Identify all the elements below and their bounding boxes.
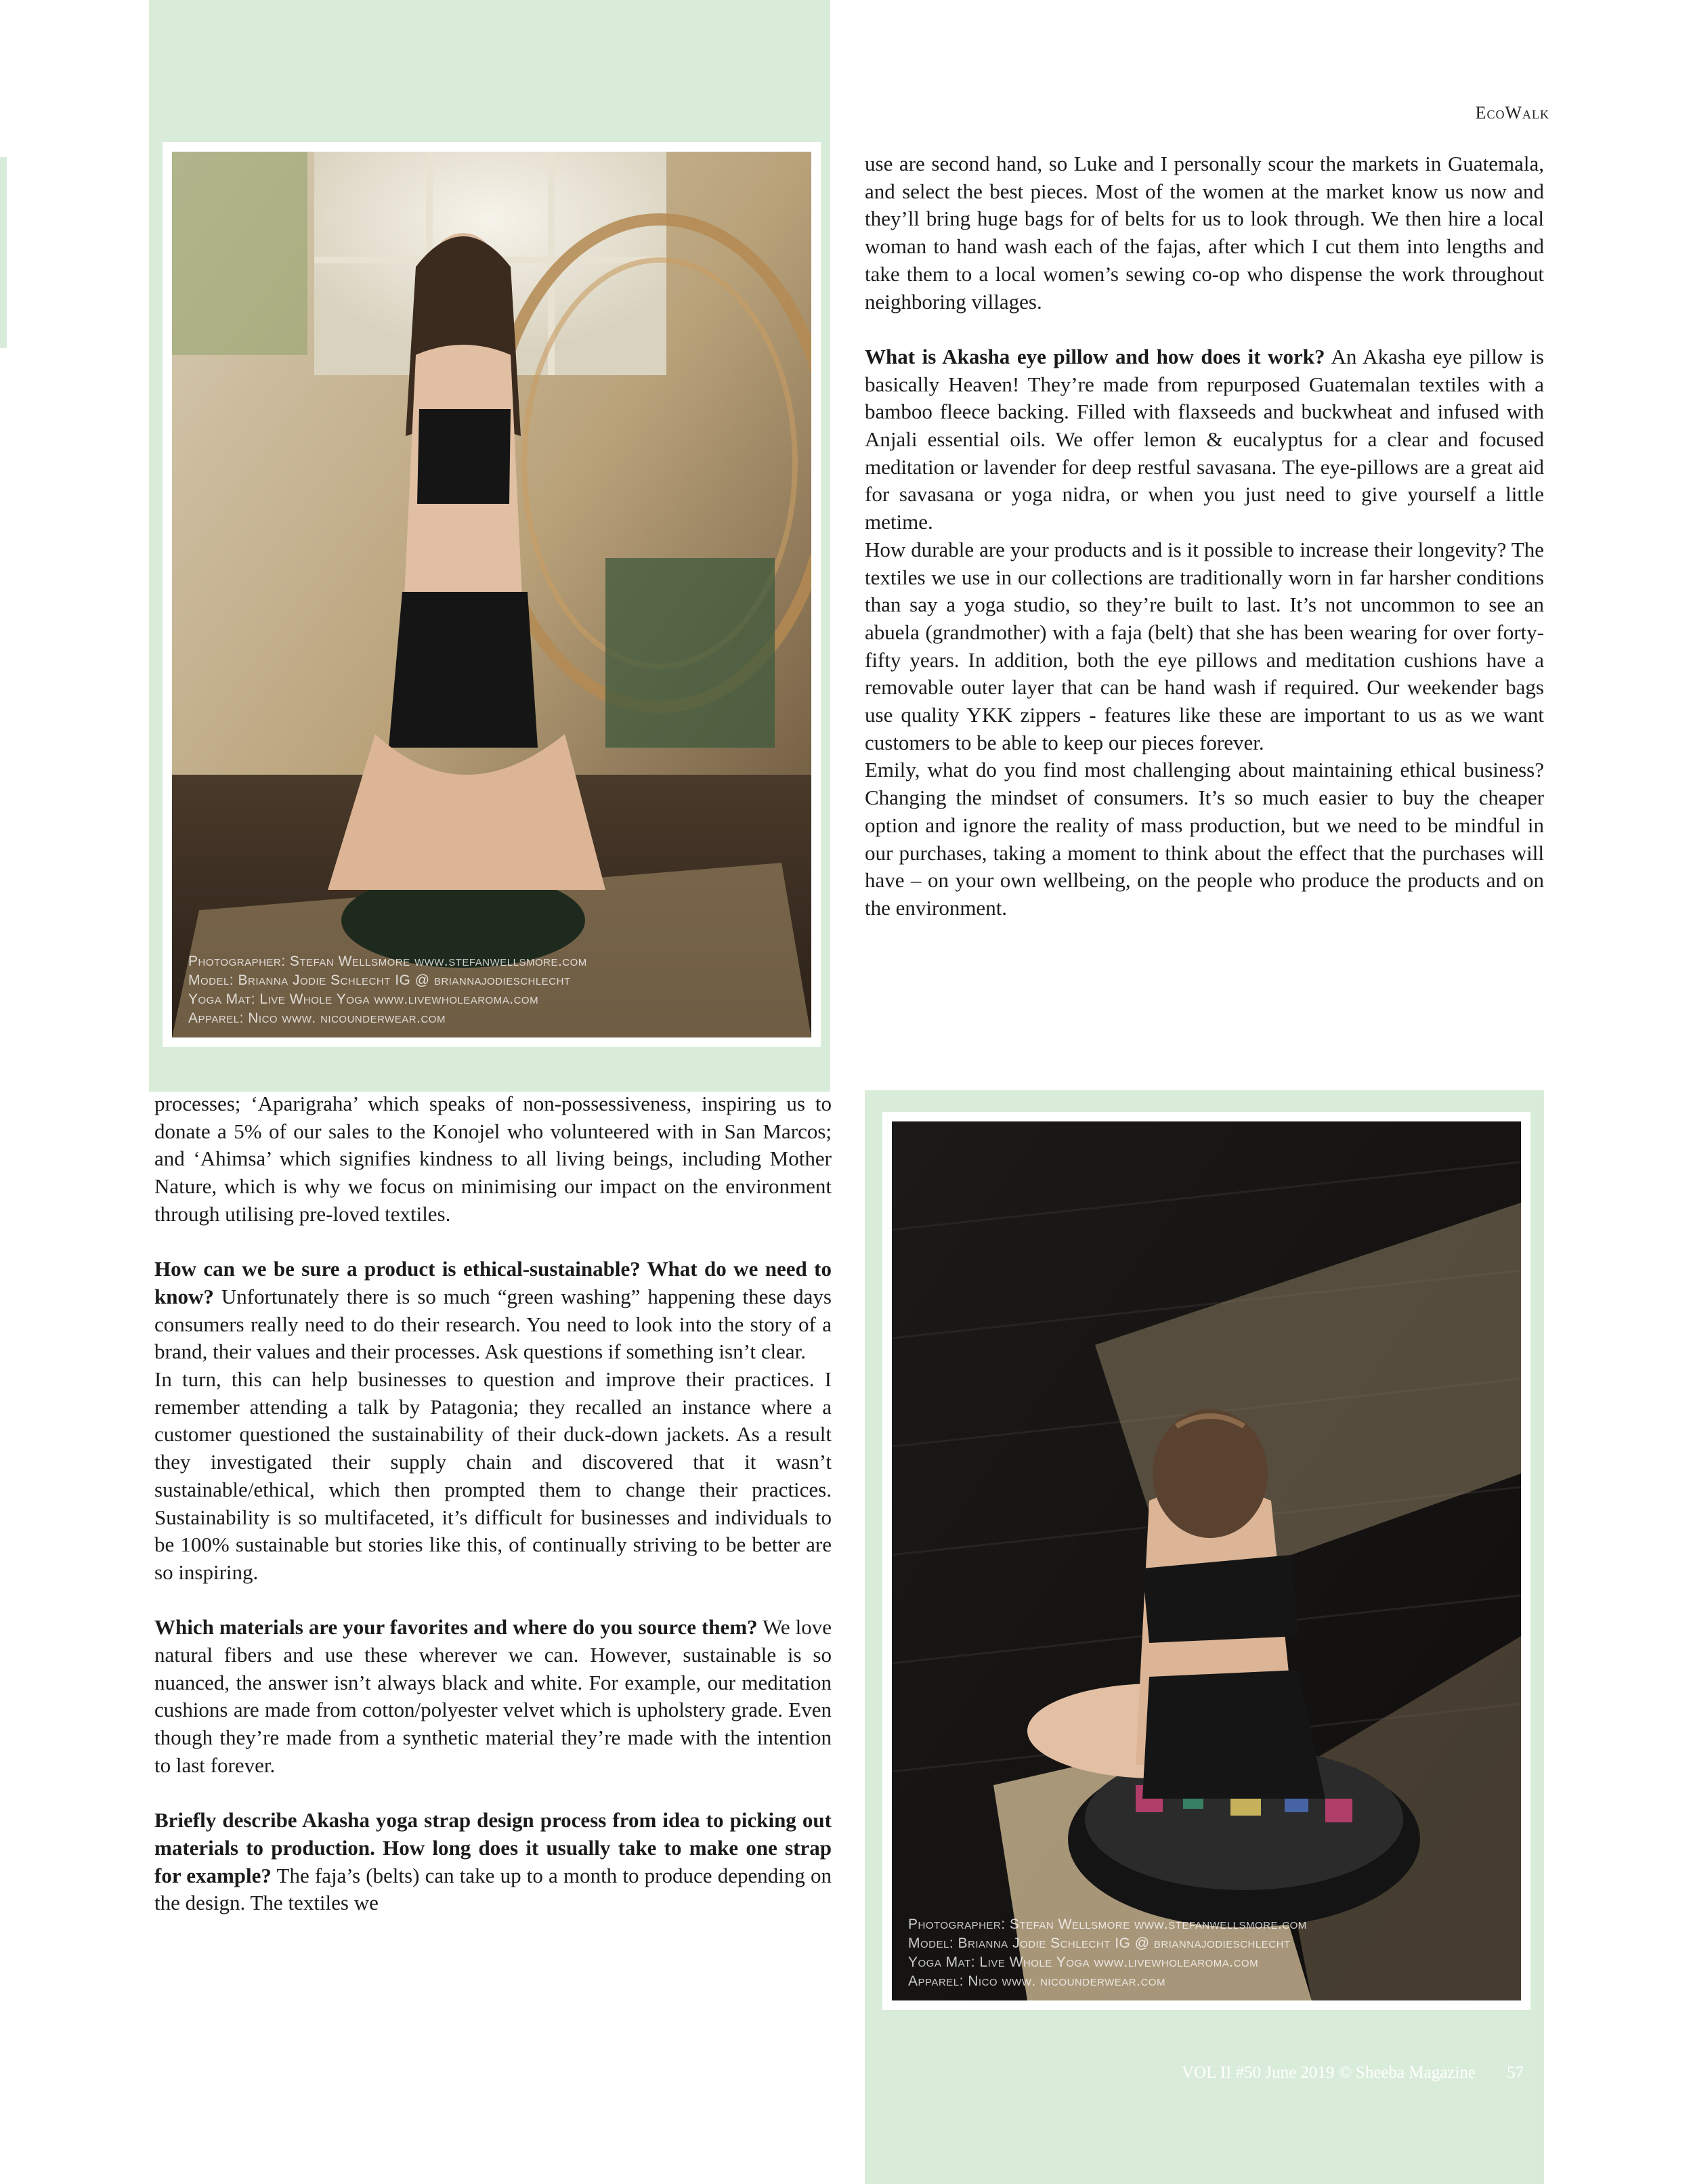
photo-seated-cushion	[882, 1112, 1530, 2010]
answer-materials: We love natural fibers and use these wherever we can. However, sustainable is so nuanced, the answer isn’t always black and white. For example, our meditation cushions are made from cotton/polyester velvet which is upholstery grade. Even though they’re made from a synthetic material they’re made with the intention to last forever.	[154, 1615, 832, 1777]
page-number: 57	[1506, 2063, 1524, 2082]
paragraph-challenges: Emily, what do you find most challenging about maintaining ethical business? Changing the mindset of consumers. It’s so much easier to buy the cheaper option and ignore the reality of mass production, but we need to be mindful in our purchases, taking a moment to think about the effect that the purchases will have – on your own wellbeing, on the people who produce the products and on the environment.	[865, 758, 1544, 920]
question-strap-design: Briefly describe Akasha yoga strap design process from idea to picking out materials to production. How long does it usually take to make one strap for example?	[154, 1808, 832, 1887]
photo-1-credits	[188, 952, 587, 1028]
credit-model: Model: Brianna Jodie Schlecht IG @ briannajodieschlecht	[188, 972, 571, 988]
photo-kneeling-meditation	[163, 142, 821, 1047]
credit-yoga-mat: Yoga Mat: Live Whole Yoga www.livewholearoma.com	[908, 1954, 1259, 1970]
paragraph-durability: How durable are your products and is it possible to increase their longevity? The textiles we use in our collections are traditionally worn in far harsher conditions than say a yoga studio, so they’re built to last. It’s not uncommon to see an abuela (grandmother) with a faja (belt) that she has been wearing for over forty-fifty years. In addition, both the eye pillows and meditation cushions have a removable outer layer that can be hand wash if required. Our weekender bags use quality YKK zippers - features like these are important to us as we want customers to be able to keep our pieces forever.	[865, 537, 1544, 754]
paragraph-principles: processes; ‘Aparigraha’ which speaks of non-possessiveness, inspiring us to donate a 5% of our sales to the Konojel who volunteered with in San Marcos; and ‘Ahimsa’ which signifies kindness to all living beings, including Mother Nature, which is why we focus on minimising our impact on the environment through utilising pre-loved textiles.	[154, 1092, 832, 1226]
answer-ethical: Unfortunately there is so much “green washing” happening these days consumers really need to do their research. You need to look into the story of a brand, their values and their processes. Ask questions if something isn’t clear.	[154, 1284, 832, 1364]
credit-yoga-mat: Yoga Mat: Live Whole Yoga www.livewholearoma.com	[188, 991, 539, 1007]
credit-photographer: Photographer: Stefan Wellsmore www.stefanwellsmore.com	[908, 1917, 1307, 1932]
credit-apparel: Apparel: Nico www. nicounderwear.com	[908, 1973, 1165, 1989]
question-ethical: How can we be sure a product is ethical-sustainable? What do we need to know?	[154, 1257, 832, 1308]
question-eye-pillow: What is Akasha eye pillow and how does it work?	[865, 344, 1325, 368]
paragraph-patagonia: In turn, this can help businesses to question and improve their practices. I remember attending a talk by Patagonia; they recalled an instance where a customer questioned the sustainability of their duck-down jackets. As a result they investigated their supply chain and discovered that it wasn’t sustainable/ethical, which then prompted them to change their practices. Sustainability is so multifaceted, it’s difficult for businesses and individuals to be 100% sustainable but stories like this, of continually striving to be better are so inspiring.	[154, 1367, 832, 1584]
paragraph-strap-design	[154, 1807, 832, 1917]
article-column-left	[154, 1090, 832, 1917]
credit-photographer: Photographer: Stefan Wellsmore www.stefanwellsmore.com	[188, 954, 587, 969]
section-label: EcoWalk	[1475, 103, 1549, 123]
question-materials: Which materials are your favorites and where do you source them?	[154, 1615, 758, 1640]
page-footer	[1182, 2063, 1524, 2082]
photo-2-image	[892, 1121, 1521, 2000]
paragraph-eye-pillow	[865, 343, 1544, 536]
article-column-right	[865, 150, 1544, 922]
edge-tab	[0, 157, 7, 348]
photo-2-credits	[908, 1915, 1307, 1991]
paragraph-ethical	[154, 1256, 832, 1366]
answer-eye-pillow: An Akasha eye pillow is basically Heaven! They’re made from repurposed Guatemalan textiles with a bamboo fleece backing. Filled with flaxseeds and buckwheat and infused with Anjali essential oils. We offer lemon & eucalyptus for a clear and focused meditation or lavender for deep restful savasana. The eye-pillows are a great aid for savasana or yoga nidra, or when you just need to give yourself a little metime.	[865, 344, 1544, 534]
answer-strap-design: The faja’s (belts) can take up to a month to produce depending on the design. The textiles we	[154, 1863, 832, 1915]
photo-1-image	[172, 152, 811, 1037]
paragraph-sourcing: use are second hand, so Luke and I personally scour the markets in Guatemala, and select the best pieces. Most of the women at the market know us now and they’ll bring huge bags for of belts for us to look through. We then hire a local woman to hand wash each of the fajas, after which I cut them into lengths and take them to a local women’s sewing co-op who dispense the work throughout neighboring villages.	[865, 152, 1544, 314]
credit-apparel: Apparel: Nico www. nicounderwear.com	[188, 1010, 446, 1026]
credit-model: Model: Brianna Jodie Schlecht IG @ briannajodieschlecht	[908, 1935, 1291, 1951]
paragraph-materials	[154, 1614, 832, 1779]
issue-info: VOL II #50 June 2019 © Sheeba Magazine	[1182, 2063, 1476, 2082]
